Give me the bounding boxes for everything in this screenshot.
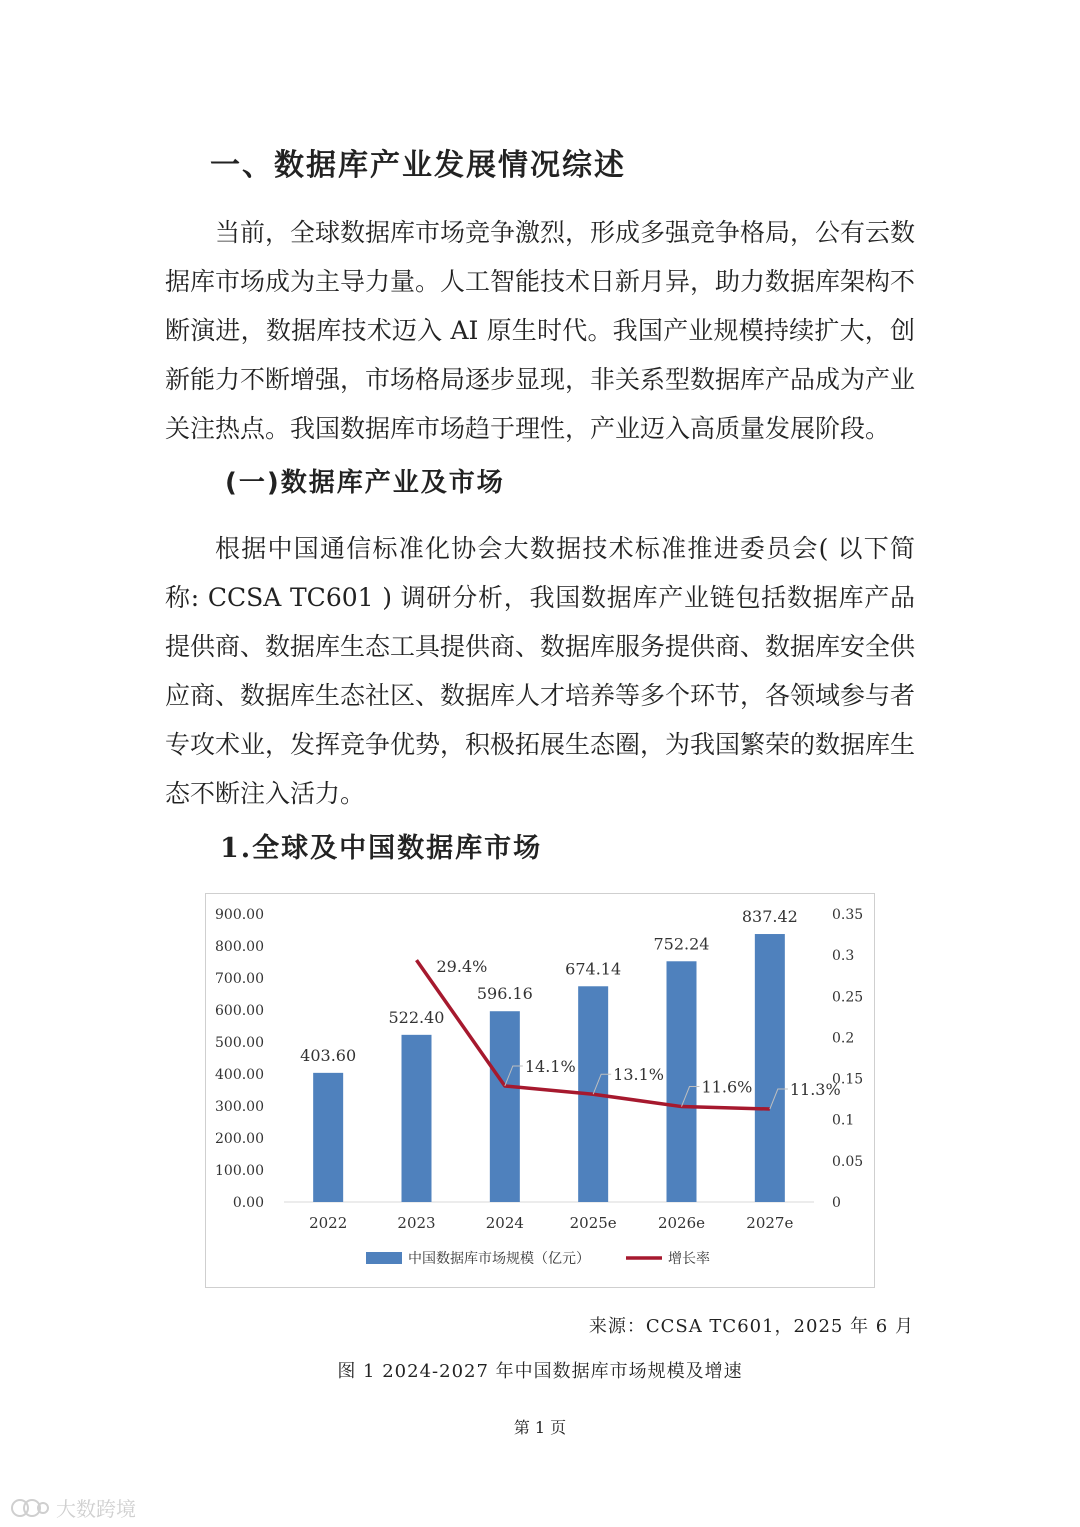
- bar: [755, 934, 785, 1202]
- growth-rate-label: 14.1%: [524, 1056, 576, 1076]
- y-right-tick-label: 0.25: [832, 989, 864, 1006]
- growth-rate-label: 11.6%: [701, 1077, 753, 1097]
- y-right-tick-label: 0: [832, 1195, 841, 1211]
- figure-source: 来源：CCSA TC601，2025 年 6 月: [588, 1316, 914, 1337]
- y-right-tick-label: 0.05: [832, 1153, 864, 1170]
- watermark-logo-icon: [10, 1497, 50, 1519]
- bar-value-label: 522.40: [388, 1007, 445, 1027]
- figure-caption: 图 1 2024-2027 年中国数据库市场规模及增速: [337, 1361, 743, 1382]
- subsection-title: (一)数据库产业及市场: [225, 468, 505, 498]
- bar: [313, 1073, 343, 1202]
- y-left-tick-label: 500.00: [215, 1035, 264, 1051]
- bar-value-label: 752.24: [653, 934, 710, 954]
- y-right-tick-label: 0.2: [832, 1030, 855, 1047]
- legend-bar-label: 中国数据库市场规模（亿元）: [408, 1251, 590, 1267]
- y-left-tick-label: 0.00: [232, 1195, 264, 1211]
- legend-bar-swatch: [366, 1252, 402, 1264]
- growth-rate-label: 11.3%: [789, 1080, 841, 1100]
- x-tick-label: 2027e: [746, 1214, 794, 1232]
- y-left-tick-label: 300.00: [215, 1099, 264, 1115]
- subsection-paragraph: 根据中国通信标准化协会大数据技术标准推进委员会( 以下简称: CCSA TC601 ) 调研分析，我国数据库产业链包括数据库产品提供商、数据库生态工具提供商、数据库服务提供商、数据库安全供应商、数据库生态社区、数据库人才培养等多个环节，各领域参与者专攻术业，发挥竞争优势，积极拓展生态圈，为我国繁荣的数据库生态不断注入活力。: [165, 534, 916, 808]
- growth-rate-label: 13.1%: [613, 1065, 664, 1085]
- x-tick-label: 2023: [397, 1214, 436, 1232]
- watermark-text: 大数跨境: [56, 1497, 136, 1521]
- legend-line-label: 增长率: [668, 1251, 710, 1267]
- intro-paragraph: 当前，全球数据库市场竞争激烈，形成多强竞争格局，公有云数据库市场成为主导力量。人工智能技术日新月异，助力数据库架构不断演进，数据库技术迈入 AI 原生时代。我国产业规模持续扩大，创新能力不断增强，市场格局逐步显现，非关系型数据库产品成为产业关注热点。我国数据库市场趋于理性，产业迈入高质量发展阶段。: [165, 218, 916, 443]
- y-left-tick-label: 100.00: [215, 1163, 264, 1179]
- x-tick-label: 2025e: [569, 1214, 617, 1232]
- bar: [402, 1035, 432, 1202]
- y-left-tick-label: 800.00: [215, 939, 264, 955]
- x-tick-label: 2026e: [657, 1214, 706, 1232]
- y-right-tick-label: 0.3: [832, 948, 855, 965]
- y-right-tick-label: 0.35: [832, 907, 864, 923]
- subsubsection-title: 1.全球及中国数据库市场: [220, 833, 543, 864]
- bar-value-label: 596.16: [476, 984, 533, 1004]
- y-left-tick-label: 400.00: [215, 1067, 264, 1083]
- y-left-tick-label: 200.00: [215, 1131, 264, 1147]
- y-left-tick-label: 900.00: [215, 907, 264, 923]
- bar: [490, 1011, 520, 1202]
- y-left-tick-label: 600.00: [215, 1003, 264, 1019]
- x-tick-label: 2024: [485, 1214, 524, 1232]
- x-tick-label: 2022: [309, 1214, 348, 1232]
- watermark: [10, 1493, 136, 1522]
- growth-rate-label: 29.4%: [436, 957, 488, 977]
- market-chart: [205, 893, 875, 1288]
- bar-value-label: 403.60: [300, 1045, 357, 1065]
- page-number: 第 1 页: [513, 1418, 567, 1437]
- bar-value-label: 674.14: [565, 959, 622, 979]
- bar-value-label: 837.42: [741, 907, 798, 927]
- bar: [667, 961, 697, 1202]
- section-title: 一、数据库产业发展情况综述: [210, 148, 626, 183]
- y-right-tick-label: 0.15: [832, 1071, 864, 1088]
- chart-svg: [206, 894, 874, 1287]
- y-left-tick-label: 700.00: [215, 971, 264, 987]
- y-right-tick-label: 0.1: [832, 1112, 855, 1129]
